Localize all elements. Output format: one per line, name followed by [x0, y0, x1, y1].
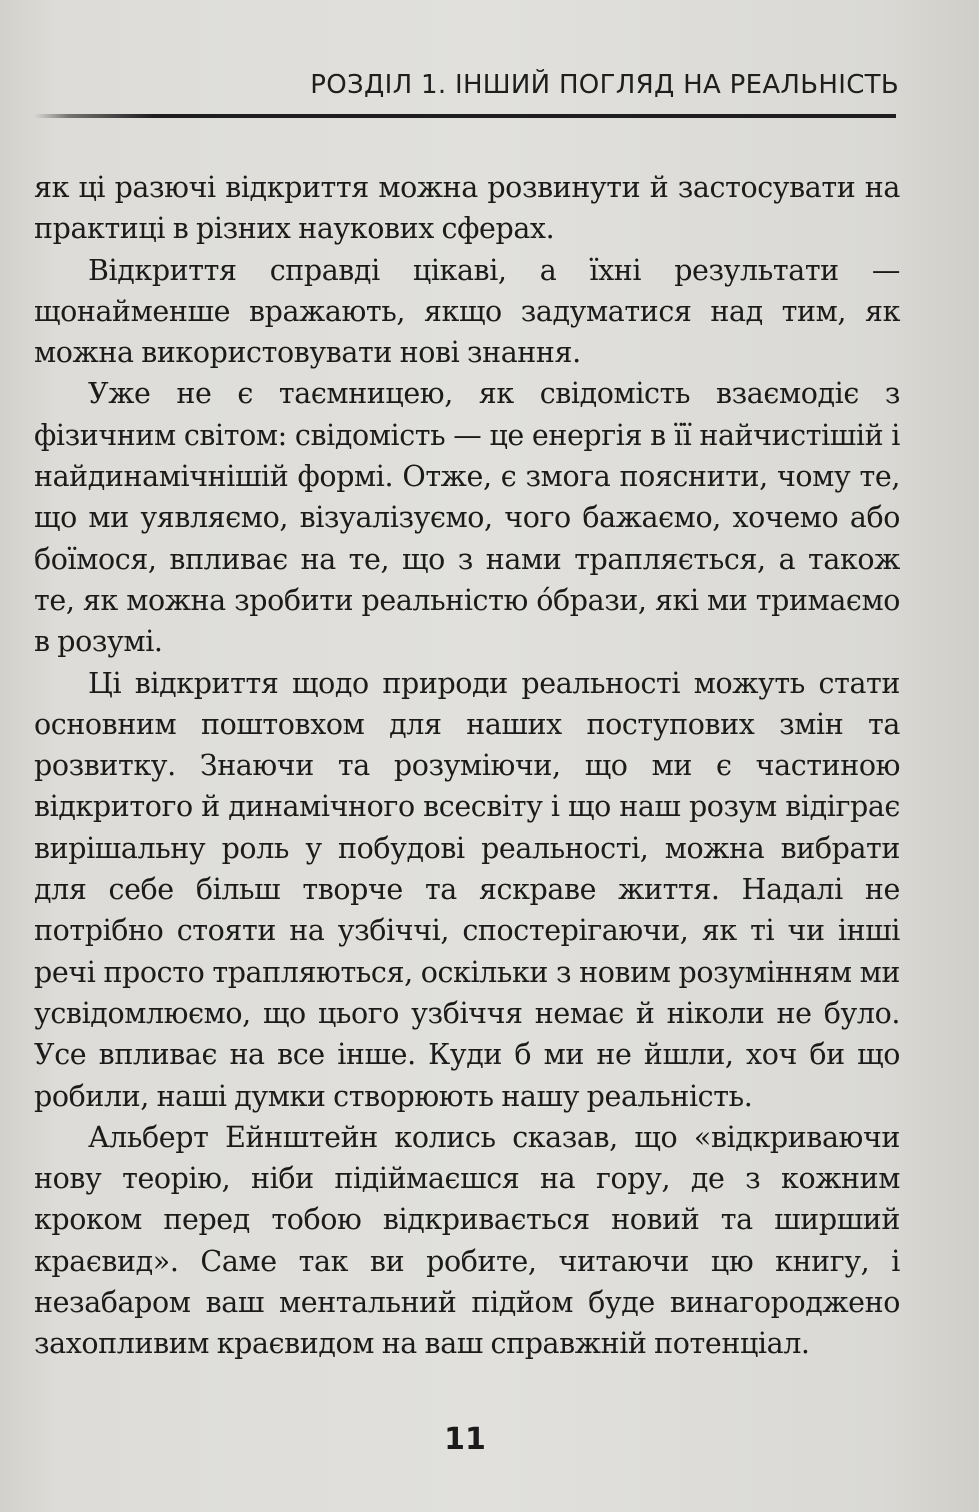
- paragraph-2: Відкриття справді цікаві, а їхні результати — щонайменше вражають, якщо задуматися над тим, як можна використовувати нові знання.: [34, 253, 900, 370]
- paragraph-1: як ці разючі відкриття можна розвинути й застосувати на практиці в різних наукових сферах.: [34, 171, 900, 246]
- body-text: [34, 167, 900, 1365]
- running-head: РОЗДІЛ 1. ІНШИЙ ПОГЛЯД НА РЕАЛЬНІСТЬ: [310, 70, 899, 100]
- page-number: 11: [444, 1422, 486, 1457]
- paragraph-5: Альберт Ейнштейн колись сказав, що «відкриваючи нову теорію, ніби підіймаєшся на гору, де з кожним кроком перед тобою відкривається новий та ширший краєвид». Саме так ви робите, читаючи цю книгу, і незабаром ваш ментальний підйом буде винагороджено захопливим краєвидом на ваш справжній потенціал.: [34, 1120, 900, 1361]
- paragraph-4: Ці відкриття щодо природи реальності можуть стати основним поштовхом для наших поступових змін та розвитку. Знаючи та розуміючи, що ми є частиною відкритого й динамічного всесвіту і що наш розум відіграє вирішальну роль у побудові реальності, можна вибрати для себе більш творче та яскраве життя. Надалі не потрібно стояти на узбіччі, спостерігаючи, як ті чи інші речі просто трапляються, оскільки з новим розумінням ми усвідомлюємо, що цього узбіччя немає й ніколи не було. Усе впливає на все інше. Куди б ми не йшли, хоч би що робили, наші думки створюють нашу реальність.: [34, 666, 900, 1113]
- paragraph-3: Уже не є таємницею, як свідомість взаємодіє з фізичним світом: свідомість — це енергія в її найчистішій і найдинамічнішій формі. Отже, є змога пояснити, чому те, що ми уявляємо, візуалізуємо, чого бажаємо, хочемо або боїмося, впливає на те, що з нами трапляється, а також те, як можна зробити реальністю óбрази, які ми тримаємо в розумі.: [34, 377, 900, 659]
- header-rule: [34, 114, 896, 118]
